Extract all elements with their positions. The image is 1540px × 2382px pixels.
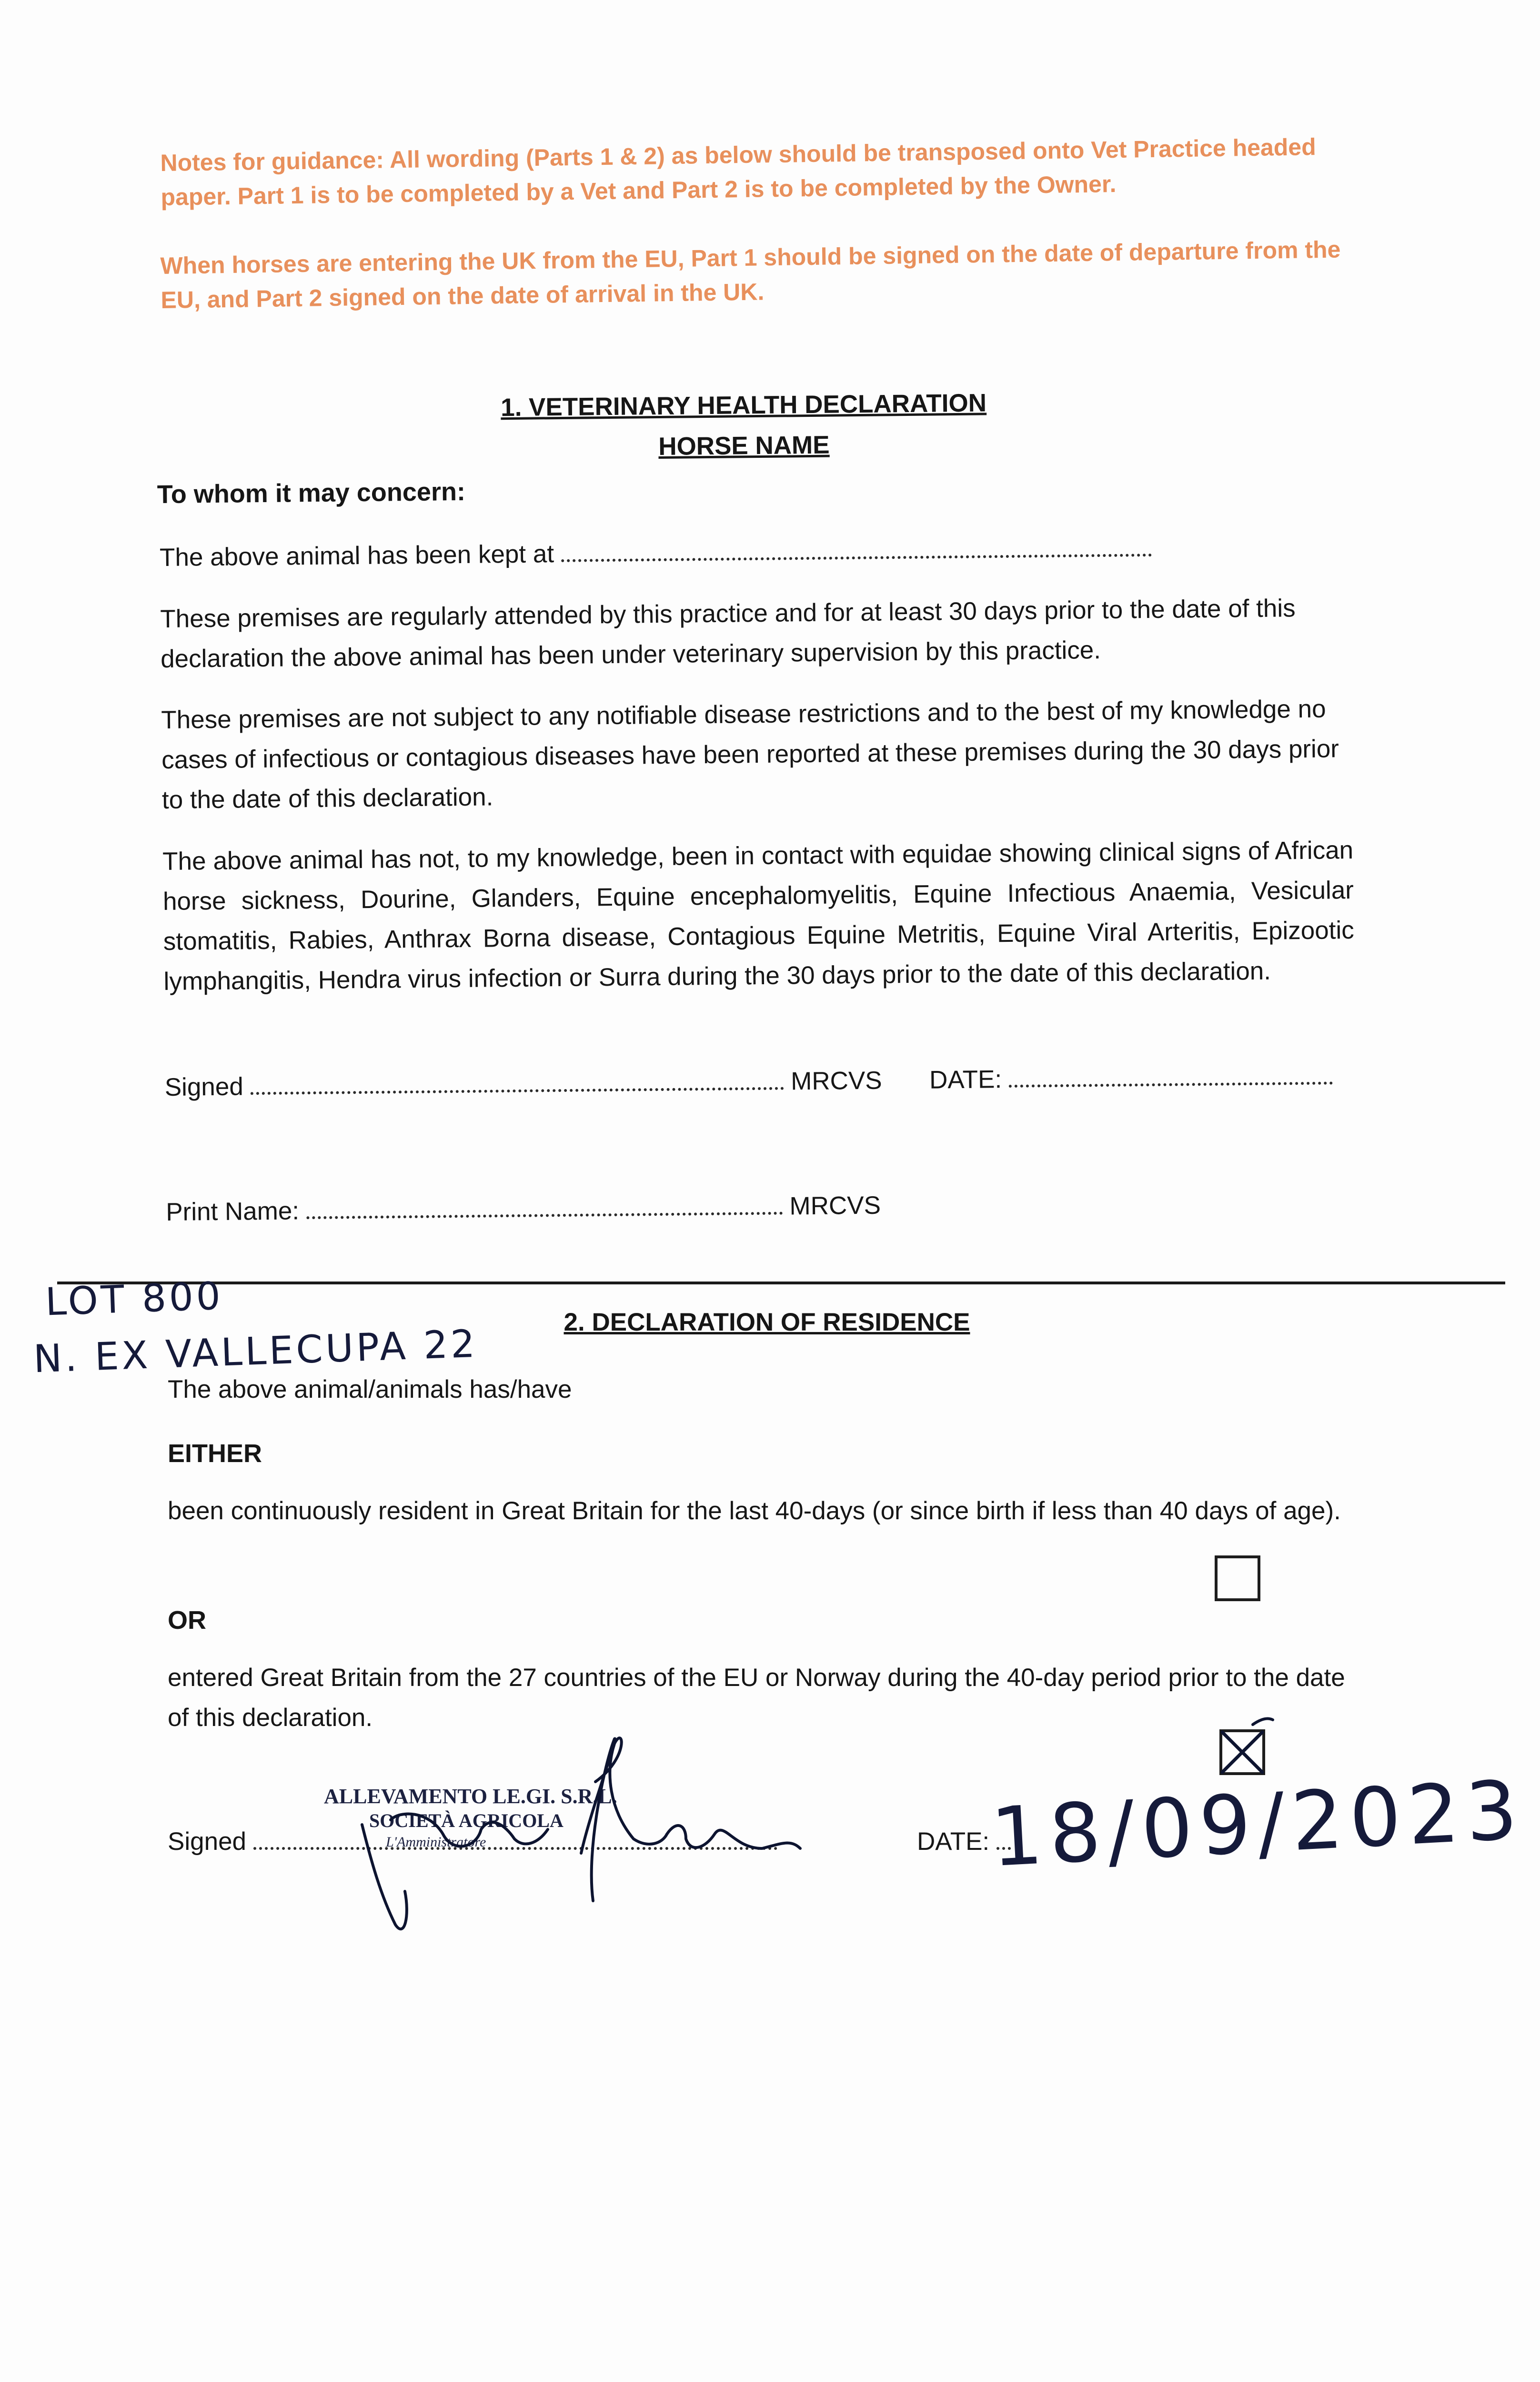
handwritten-lot: LOT 800 [44,1273,224,1324]
option-entered-text: entered Great Britain from the 27 countries of the EU or Norway during the 40-day period prior to the date of this declaration. [168,1664,1345,1732]
company-stamp-line2: SOCIETÀ AGRICOLA [369,1810,564,1831]
supervision-paragraph: These premises are regularly attended by this practice and for at least 30 days prior to the date of this declaration the above animal has been under veterinary supervision by this practice. [160,594,1296,674]
company-stamp-line3: L'Amministratore [386,1834,486,1850]
salutation: To whom it may concern: [157,477,466,509]
vet-mrcvs-label: MRCVS [790,1066,882,1096]
handwritten-owner-date: 18/09/2023 [988,1763,1527,1886]
residence-intro: The above animal/animals has/have [168,1375,572,1403]
signature-stroke-5 [391,1814,548,1847]
guidance-entry-note: When horses are entering the UK from the EU, Part 1 should be signed on the date of departure from the EU, and Part 2 signed on the date of arrival in the UK. [160,236,1341,313]
print-name-label: Print Name: [166,1197,300,1227]
part2-heading: 2. DECLARATION OF RESIDENCE [564,1308,970,1336]
owner-signed-label: Signed [168,1827,247,1856]
company-stamp-line1: ALLEVAMENTO LE.GI. S.R.L. [324,1785,617,1808]
vet-date-label: DATE: [929,1065,1002,1094]
restrictions-paragraph: These premises are not subject to any notifiable disease restrictions and to the best of my knowledge no cases of infectious or contagious diseases have been reported at these premises during the 30 days prior to the date of this declaration. [161,695,1339,815]
vet-signed-label: Signed [164,1072,244,1102]
kept-at-label: The above animal has been kept at [159,540,554,572]
handwritten-horse-name: N. EX VALLECUPA 22 [32,1321,479,1382]
print-mrcvs-label: MRCVS [789,1191,881,1221]
signature-stroke-2 [595,1738,667,1844]
owner-date-label: DATE: [917,1827,990,1856]
option-resident-text: been continuously resident in Great Britain for the last 40-days (or since birth if less than 40 days of age). [168,1497,1341,1525]
signature-stroke-3 [667,1826,800,1848]
or-label: OR [168,1606,206,1635]
guidance-notes: Notes for guidance: All wording (Parts 1 & 2) as below should be transposed onto Vet Practice headed paper. Part 1 is to be completed by a Vet and Part 2 is to be completed by the Owner. [160,133,1317,211]
horse-name-heading: HORSE NAME [658,431,830,461]
signature-stroke-4 [362,1825,407,1929]
part1-heading: 1. VETERINARY HEALTH DECLARATION [500,389,987,422]
contact-paragraph: The above animal has not, to my knowledge, been in contact with equidae showing clinical signs of African horse sickness, Dourine, Glanders, Equine encephalomyelitis, Equine Infectious Anaemia, Vesicular stomatitis, Rabies, Anthrax Borna disease, Contagious Equine Metritis, Equine Viral Arteritis, Epizootic lymphangitis, Hendra virus infection or Surra during the 30 days prior to the date of this declaration. [162,836,1355,996]
either-label: EITHER [168,1439,262,1468]
